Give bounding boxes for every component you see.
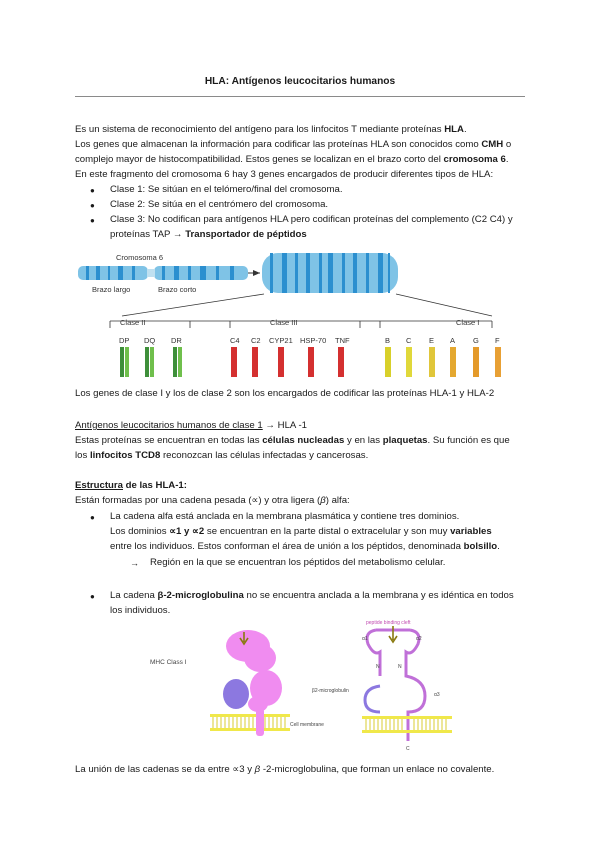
class-i-label: Clase I: [456, 318, 480, 327]
membrane-left: [210, 714, 290, 731]
bullet: ●: [90, 216, 95, 225]
b2m-item-cont: los individuos.: [110, 605, 171, 616]
class-iii-label: Clase III: [270, 318, 298, 327]
gene-label: CYP21: [269, 336, 293, 345]
intro-line-4: En este fragmento del cromosoma 6 hay 3 genes encargados de producir diferentes tipos de HLA:: [75, 169, 494, 180]
bullet: ●: [90, 513, 95, 522]
bullet: ●: [90, 186, 95, 195]
gene-label: F: [495, 336, 500, 345]
short-arm-label: Brazo corto: [158, 285, 197, 294]
gene-label: C4: [230, 336, 240, 345]
section2-line-1: Están formadas por una cadena pesada (∝) y otra ligera (β) alfa:: [75, 495, 350, 506]
genes-summary: Los genes de clase I y los de clase 2 son los encargados de codificar las proteínas HLA-1 y HLA-2: [75, 388, 495, 399]
b2m-domain: [223, 679, 249, 709]
arrow-icon: →: [130, 558, 139, 568]
binding-cleft-label: peptide binding cleft: [366, 620, 411, 626]
gene-bars: [120, 347, 501, 377]
title-divider: [75, 96, 525, 97]
gene-label: DR: [171, 336, 182, 345]
bullet: ●: [90, 592, 95, 601]
section1-heading: Antígenos leucocitarios humanos de clase 1 → HLA -1: [75, 420, 307, 431]
gene-label: DQ: [144, 336, 156, 345]
gene-label: HSP-70: [300, 336, 327, 345]
gene-label: TNF: [335, 336, 350, 345]
class2-item: Clase 2: Se sitúa en el centrómero del cromosoma.: [110, 199, 329, 210]
alpha-chain-item: La cadena alfa está anclada en la membrana plasmática y contiene tres dominios.: [110, 511, 460, 522]
b2m-item: La cadena β-2-microglobulina no se encuentra anclada a la membrana y es idéntica en todos: [110, 590, 514, 601]
gene-label: DP: [119, 336, 130, 345]
mhc-label: MHC Class I: [150, 659, 187, 666]
membrane-label: Cell membrane: [290, 722, 324, 728]
arrow-icon: [253, 270, 260, 276]
pocket-subitem: Región en la que se encuentran los péptidos del metabolismo celular.: [150, 557, 446, 568]
section2-heading: Estructura de las HLA-1:: [75, 480, 187, 491]
chromosome-label: Cromosoma 6: [116, 253, 164, 262]
intro-line-2: Los genes que almacenan la información para codificar las proteínas HLA son conocidos como CMH o: [75, 139, 512, 150]
long-arm-label: Brazo largo: [92, 285, 131, 294]
alpha2-label: α2: [416, 636, 422, 642]
alpha-domains-line: Los dominios ∝1 y ∝2 se encuentran en la parte distal o extracelular y son muy variables: [110, 526, 492, 537]
chromosome-figure: [70, 246, 520, 381]
page-title: HLA: Antígenos leucocitarios humanos: [204, 76, 396, 87]
class3-item-cont: proteínas TAP → Transportador de péptidos: [110, 229, 307, 240]
b2m-label: β2-microglobulin: [312, 688, 349, 694]
class-ii-label: Clase II: [120, 318, 146, 327]
section1-line-1: Estas proteínas se encuentran en todas las células nucleadas y en las plaquetas. Su función es que: [75, 435, 510, 446]
big-chromosome: [262, 253, 398, 293]
gene-label: G: [473, 336, 479, 345]
gene-label: B: [385, 336, 391, 345]
class3-item: Clase 3: No codifican para antígenos HLA pero codifican proteínas del complemento (C2 C4) y: [110, 214, 513, 225]
small-chromosome: [78, 266, 248, 280]
binding-area-line: entre los individuos. Estos conforman el área de unión a los péptidos, denominada bolsillo.: [110, 541, 500, 552]
gene-label: A: [450, 336, 456, 345]
gene-label: E: [429, 336, 435, 345]
final-line: La unión de las cadenas se da entre ∝3 y β -2-microglobulina, que forman un enlace no covalente.: [75, 764, 495, 775]
gene-label: C2: [251, 336, 261, 345]
class1-item: Clase 1: Se sitúan en el telómero/final del cromosoma.: [110, 184, 343, 195]
n-term-label: N: [376, 664, 380, 670]
n-term-label: N: [398, 664, 402, 670]
c-term-label: C: [406, 746, 410, 752]
intro-line-1: Es un sistema de reconocimiento del antígeno para los linfocitos T mediante proteínas HLA.: [75, 124, 467, 135]
peptide-arrow-icon: [389, 626, 397, 642]
alpha1-label: α1: [362, 636, 368, 642]
gene-label: C: [406, 336, 412, 345]
bullet: ●: [90, 201, 95, 210]
intro-line-3: complejo mayor de histocompatibilidad. Estos genes se localizan en el brazo corto del cromosoma 6.: [75, 154, 509, 165]
b2m-diagram: [365, 686, 380, 712]
alpha3-label: α3: [434, 692, 440, 698]
section1-line-2: los linfocitos TCD8 reconozcan las células infectadas y cancerosas.: [75, 450, 369, 461]
mhc-figure: [140, 616, 470, 756]
